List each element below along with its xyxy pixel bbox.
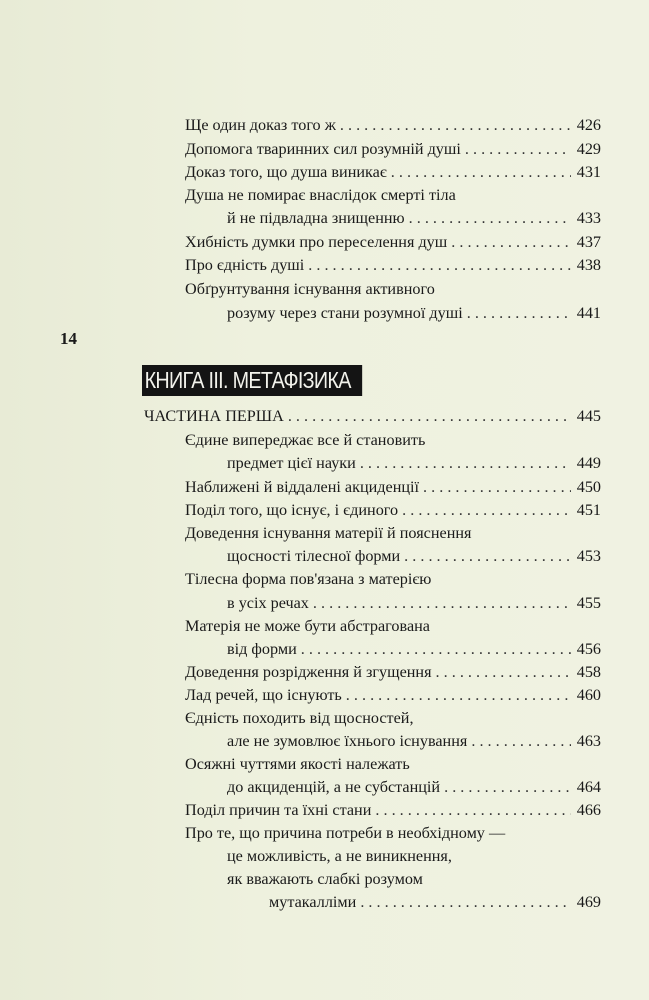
- toc-entry: Хибність думки про переселення душ . . . 437: [185, 231, 601, 253]
- toc-entry-line: це можливість, а не виникнення,: [227, 847, 452, 865]
- toc-entry: Поділ того, що існує, і єдиного . . . 451: [185, 499, 601, 521]
- toc-entry: в усіх речах . . . 455: [227, 592, 601, 614]
- toc-entry: предмет цієї науки . . . 449: [227, 452, 601, 474]
- toc-part-entry: ЧАСТИНА ПЕРША . . . 445: [144, 405, 601, 427]
- toc-entry: від форми . . . 456: [227, 638, 601, 660]
- toc-entry: розуму через стани розумної душі . . . 441: [227, 302, 601, 324]
- toc-entry-line: Матерія не може бути абстрагована: [185, 617, 430, 635]
- toc-entry: Допомога тваринних сил розумній душі . . . 429: [185, 138, 601, 160]
- toc-entry: Про єдність душі . . . 438: [185, 254, 601, 276]
- toc-entry: але не зумовлює їхнього існування . . . 463: [227, 730, 601, 752]
- toc-entry-line: Про те, що причина потреби в необхідному —: [185, 824, 506, 842]
- toc-entry: до акциденцій, а не субстанцій . . . 464: [227, 776, 601, 798]
- toc-entry: Доказ того, що душа виникає . . . 431: [185, 161, 601, 183]
- toc-entry: Лад речей, що існують . . . 460: [185, 684, 601, 706]
- page-number: 14: [60, 329, 77, 348]
- toc-entry: Доведення розрідження й згущення . . . 458: [185, 661, 601, 683]
- toc-entry: Поділ причин та їхні стани . . . 466: [185, 799, 601, 821]
- toc-entry-line: Єдине випереджає все й становить: [185, 431, 426, 449]
- toc-entry: щосності тілесної форми . . . 453: [227, 545, 601, 567]
- toc-entry-line: Обґрунтування існування активного: [185, 280, 435, 298]
- toc-entry: Ще один доказ того ж . . . 426: [185, 114, 601, 136]
- toc-entry-line: Осяжні чуттями якості належать: [185, 755, 410, 773]
- toc-entry: мутакалліми . . . 469: [269, 891, 601, 913]
- book-heading: КНИГА III. МЕТАФІЗИКА: [142, 365, 362, 396]
- toc-entry-line: як вважають слабкі розумом: [227, 870, 423, 888]
- toc-entry-line: Доведення існування матерії й пояснення: [185, 524, 472, 542]
- toc-entry-line: Єдність походить від щосностей,: [185, 709, 414, 727]
- toc-entry-line: Душа не помирає внаслідок смерті тіла: [185, 186, 456, 204]
- toc-entry: й не підвладна знищенню . . . 433: [227, 207, 601, 229]
- toc-entry: Наближені й віддалені акциденції . . . 450: [185, 476, 601, 498]
- toc-entry-line: Тілесна форма пов'язана з матерією: [185, 570, 432, 588]
